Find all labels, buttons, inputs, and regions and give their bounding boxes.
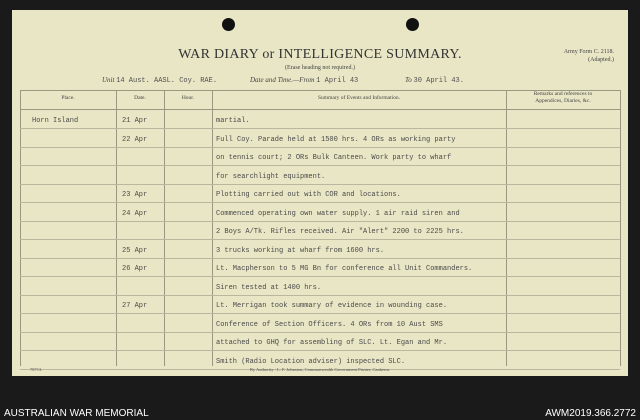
- entry-text: 2 Boys A/Tk. Rifles received. Air "Alert" 2200 to 2225 hrs.: [216, 228, 464, 236]
- column-header-hour: Hour.: [181, 95, 195, 101]
- entry-text: martial.: [216, 117, 250, 125]
- entry-text: Lt. Merrigan took summary of evidence in wounding case.: [216, 302, 448, 310]
- army-form-number: Army Form C. 2118.: [563, 49, 614, 55]
- column-header-place: Place.: [61, 95, 75, 101]
- entry-date: 23 Apr: [122, 191, 148, 199]
- credit-right: AWM2019.366.2772: [545, 408, 636, 419]
- form-title: WAR DIARY or INTELLIGENCE SUMMARY.: [178, 47, 462, 62]
- row-rule: [20, 184, 620, 185]
- row-rule: [20, 239, 620, 240]
- date-label: Date and Time.—From: [250, 76, 315, 84]
- form-number: 78713.: [30, 367, 43, 372]
- entry-date: 21 Apr: [122, 117, 148, 125]
- unit-label: Unit: [102, 76, 115, 84]
- column-rule: [212, 90, 213, 366]
- army-form-adapted: (Adapted.): [588, 57, 614, 63]
- army-form-label: [564, 48, 614, 64]
- entry-text: Commenced operating own water supply. 1 air raid siren and: [216, 209, 460, 218]
- to-label: To: [405, 76, 412, 84]
- entry-text: for searchlight equipment.: [216, 172, 326, 181]
- entry-text: Conference of Section Officers. 4 ORs from 10 Aust SMS: [216, 320, 443, 329]
- entry-text: Smith (Radio Location adviser) inspected SLC.: [216, 357, 406, 366]
- row-rule: [20, 165, 620, 166]
- unit-value: 14 Aust. AASL. Coy. RAE.: [116, 77, 218, 85]
- form-subtitle: (Erase heading not required.): [285, 65, 355, 71]
- entry-text: attached to GHQ for assembling of SLC. Lt. Egan and Mr.: [216, 339, 448, 347]
- credit-left: AUSTRALIAN WAR MEMORIAL: [4, 408, 149, 419]
- entry-text: Full Coy. Parade held at 1500 hrs. 4 ORs as working party: [216, 135, 456, 144]
- entry-text: Plotting carried out with COR and locations.: [216, 191, 401, 199]
- entry-text: Lt. Macpherson to 5 MG Bn for conference all Unit Commanders.: [216, 265, 473, 273]
- row-rule: [20, 128, 620, 129]
- entry-date: 22 Apr: [122, 135, 148, 144]
- entry-place: Horn Island: [32, 117, 79, 125]
- column-header-remarks: [506, 91, 620, 105]
- punch-hole: [222, 18, 235, 31]
- entry-date: 26 Apr: [122, 265, 148, 273]
- column-rule: [164, 90, 165, 366]
- row-rule: [20, 332, 620, 333]
- to-value: 30 April 43.: [413, 77, 464, 85]
- punch-hole: [406, 18, 419, 31]
- column-rule: [20, 90, 21, 366]
- diary-sheet: [12, 10, 628, 376]
- row-rule: [20, 295, 620, 296]
- date-line: [250, 76, 358, 85]
- entry-text: Siren tested at 1400 hrs.: [216, 283, 322, 292]
- entry-text: 3 trucks working at wharf from 1600 hrs.: [216, 246, 385, 255]
- row-rule: [20, 221, 620, 222]
- printer-credit: By Authority : L. F. Johnston, Commonwealth Government Printer, Canberra.: [249, 367, 391, 372]
- remarks-header-line-2: Appendices, Diaries, &c.: [535, 98, 591, 104]
- entry-text: on tennis court; 2 ORs Bulk Canteen. Work party to wharf: [216, 154, 452, 162]
- row-rule: [20, 276, 620, 277]
- column-rule: [116, 90, 117, 366]
- entry-date: 25 Apr: [122, 246, 148, 255]
- column-rule: [506, 90, 507, 366]
- row-rule: [20, 147, 620, 148]
- column-rule: [620, 90, 621, 366]
- row-rule: [20, 350, 620, 351]
- entry-date: 27 Apr: [122, 302, 148, 310]
- row-rule: [20, 258, 620, 259]
- unit-line: [102, 76, 217, 85]
- column-header-date: Date.: [134, 95, 146, 101]
- row-rule: [20, 313, 620, 314]
- from-value: 1 April 43: [316, 77, 359, 85]
- remarks-header-line-1: Remarks and references to: [533, 91, 593, 97]
- entry-date: 24 Apr: [122, 209, 148, 218]
- row-rule: [20, 202, 620, 203]
- to-line: [405, 76, 464, 85]
- column-header-summary: Summary of Events and Information.: [317, 95, 401, 101]
